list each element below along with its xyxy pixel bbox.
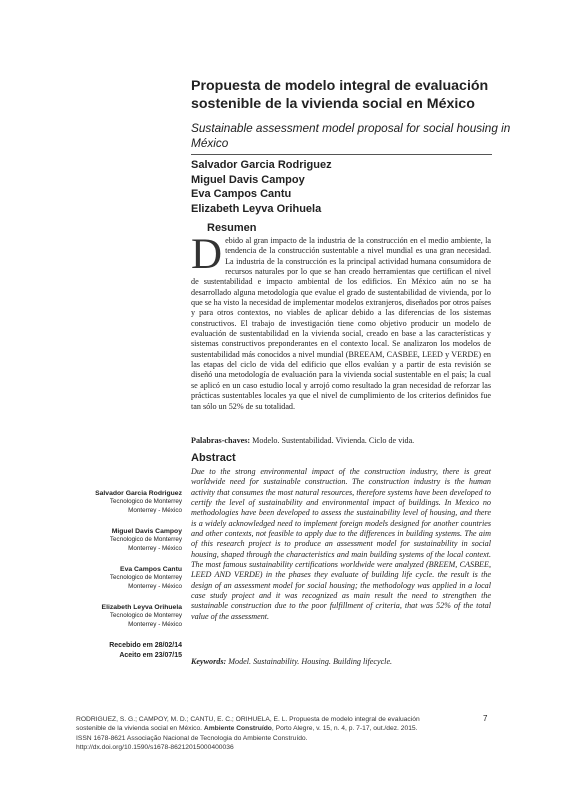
- abstract-body: Due to the strong environmental impact of the construction industry, there is great worldwide need for sustainable construction. The construction industry is the human activity that consumes the most natural resources, therefore systems have been developed to certify the level of sustainability and environmental impact of buildings. In Mexico no methodologies have been developed to assess the sustainability level of housing, and there is a widely acknowledged need to implement foreign models designed for another countries and other contexts, not feasible to apply due to the differences in building systems. The aim of this research project is to produce an assessment model for sustainability in social housing, shaped through the characteristics and main building systems of the local context. The most famous sustainability certifications worldwide were analyzed (BREEM, CASBEE, LEED AND VERDE) in the phases they evaluate of building life cycle. the result is the design of an assessment model for social housing; the methodology was applied in a local case study project and it was recognized as main result the need to strengthen the sustainable construction due to the poor fulfillment of criteria, that was 52% of the total value of the assessment.: [191, 467, 491, 621]
- keywords-es: [191, 436, 491, 445]
- keywords-es-text: Modelo. Sustentabilidad. Vivienda. Ciclo de vida.: [250, 436, 415, 445]
- accepted-date: Aceito em 23/07/15: [119, 651, 182, 659]
- affiliation: [62, 565, 182, 591]
- author-name: Elizabeth Leyva Orihuela: [191, 202, 322, 215]
- author-list: [191, 158, 332, 216]
- affiliation-institution: Tecnologico de Monterrey: [109, 612, 182, 619]
- author-name: Miguel Davis Campoy: [191, 173, 305, 186]
- paper-title: Propuesta de modelo integral de evaluación sostenible de la vivienda social en México: [191, 78, 489, 112]
- affiliation-name: Salvador Garcia Rodriguez: [95, 490, 182, 497]
- author-name: Eva Campos Cantu: [191, 188, 292, 200]
- citation-text: sostenible de la vivienda social en México.: [76, 725, 204, 733]
- affiliation-institution: Tecnologico de Monterrey: [109, 574, 182, 581]
- citation-text: , Porto Alegre, v. 15, n. 4, p. 7-17, out./dez. 2015.: [271, 725, 418, 733]
- affiliation-place: Monterrey - México: [128, 544, 182, 552]
- page-number: 7: [483, 714, 488, 723]
- affiliation-institution: Tecnologico de Monterrey: [109, 536, 182, 543]
- resumen-text: ebido al gran impacto de la industria de la construcción en el medio ambiente, la tendencia de la construcción sustentable a nivel mundial es una gran necesidad. La industria de la construcción es la principal actividad humana consumidora de recursos naturales por lo que se han creado herramientas que certifican el nivel de sustentabilidad e impacto ambiental de los edificios. En México aún no se ha desarrollado alguna metodología que evalue el grado de sustentabilidad de vivienda, por lo que se ha visto la necesidad de implementar modelos extranjeros, diseñados por otros países y para otros contextos, no viables de aplicar debido a las diferencias de los sistemas constructivos. El trabajo de investigación tiene como objetivo producir un modelo de evaluación de sustentabilidad en la vivienda social, creado en base a las características y sistemas constructivos preponderantes en el contexto local. Se analizaron los modelos de sustentabilidad más conocidos a nivel mundial (BREEAM, CASBEE, LEED y VERDE) en las etapas del ciclo de vida del edificio que ellos evalúan y a partir de esta revisión se diseñó una metodología de evaluación para la vivienda social sustentable en el país; la cual se aplicó en un caso estudio local y arrojó como resultado la gran necesidad de reforzar las prácticas sustentables locales ya que el nivel de cumplimiento de los criterios definidos fue tan sólo un 52% de su totalidad.: [191, 236, 491, 411]
- journal-name: Ambiente Construído: [203, 725, 272, 733]
- citation-line: [76, 724, 476, 733]
- affiliation-sidebar: [62, 489, 182, 660]
- keywords-es-label: Palabras-chaves:: [191, 436, 251, 445]
- citation-footer: [76, 715, 476, 753]
- submission-dates: [62, 641, 182, 660]
- affiliation: [62, 489, 182, 515]
- author-name: Salvador Garcia Rodriguez: [191, 159, 332, 171]
- citation-line: RODRIGUEZ, S. G.; CAMPOY, M. D.; CANTU, E. C.; ORIHUELA, E. L. Propuesta de modelo integral de evaluación: [76, 716, 420, 723]
- affiliation-place: Monterrey - México: [128, 620, 182, 628]
- affiliation-name: Miguel Davis Campoy: [111, 528, 182, 535]
- title-divider: [191, 154, 492, 155]
- keywords-en: [191, 657, 491, 666]
- resumen-body: [191, 231, 491, 412]
- affiliation-name: Elizabeth Leyva Orihuela: [101, 604, 182, 611]
- received-date: Recebido em 28/02/14: [109, 642, 182, 649]
- drop-cap: D: [191, 231, 223, 278]
- keywords-en-label: Keywords:: [191, 657, 227, 666]
- affiliation: [62, 527, 182, 553]
- paper-subtitle: Sustainable assessment model proposal for social housing in México: [191, 121, 511, 150]
- issn-line: ISSN 1678-8621 Associação Nacional de Tecnologia do Ambiente Construído.: [76, 734, 308, 742]
- affiliation-place: Monterrey - México: [128, 506, 182, 514]
- affiliation-name: Eva Campos Cantu: [120, 566, 182, 573]
- resumen-heading: Resumen: [207, 222, 257, 234]
- affiliation: [62, 603, 182, 629]
- abstract-heading: Abstract: [191, 452, 236, 464]
- affiliation-place: Monterrey - México: [128, 582, 182, 590]
- keywords-en-text: Model. Sustainability. Housing. Building lifecycle.: [226, 657, 393, 666]
- affiliation-institution: Tecnologico de Monterrey: [109, 498, 182, 505]
- doi-link[interactable]: http://dx.doi.org/10.1590/s1678-86212015000400036: [76, 744, 234, 752]
